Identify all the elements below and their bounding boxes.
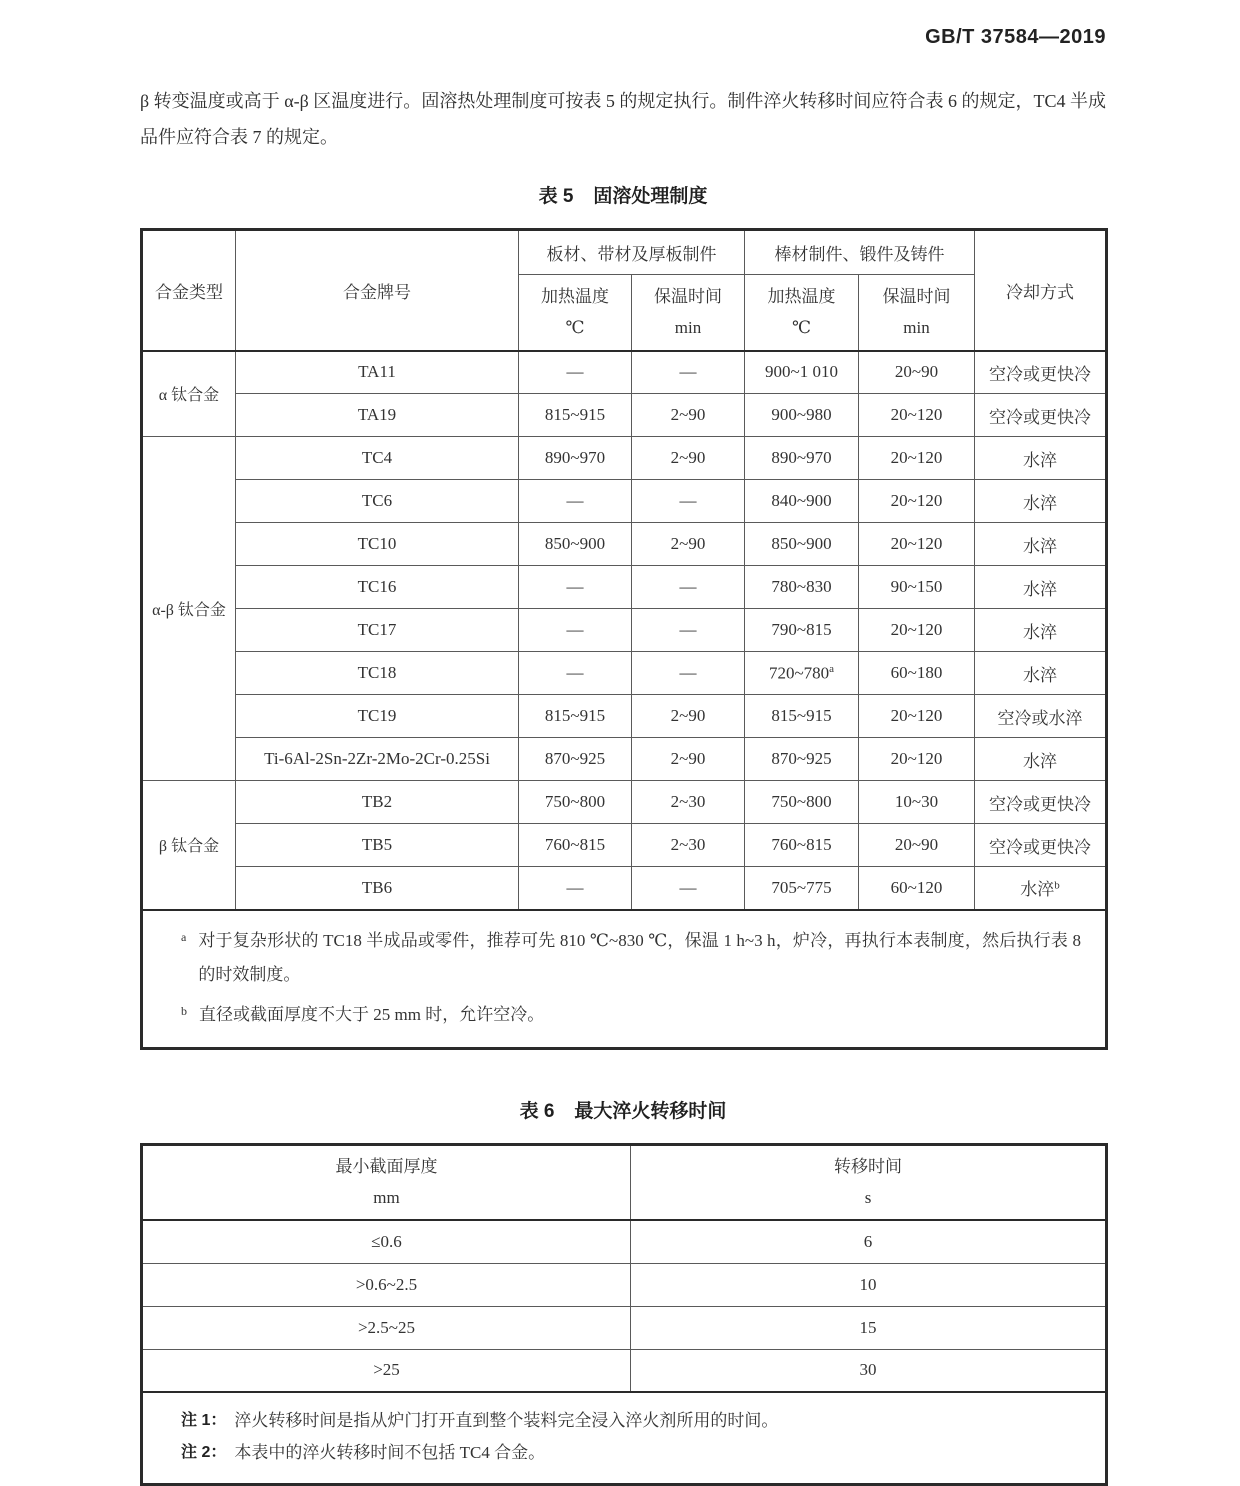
cooling-cell: 空冷或更快冷 bbox=[975, 351, 1107, 394]
table6-title bbox=[140, 1096, 1106, 1123]
bar-heat-temp-cell: 705~775 bbox=[745, 867, 859, 910]
header-label: 保温时间 bbox=[862, 281, 971, 312]
bar-heat-temp-cell: 850~900 bbox=[745, 523, 859, 566]
bar-hold-time-cell: 90~150 bbox=[859, 566, 975, 609]
plate-hold-time-cell: 2~90 bbox=[632, 695, 745, 738]
plate-heat-temp-cell: 815~915 bbox=[519, 394, 632, 437]
alloy-grade-cell: TB2 bbox=[236, 781, 519, 824]
header-plate-heat-temp bbox=[519, 275, 632, 351]
bar-hold-time-cell: 10~30 bbox=[859, 781, 975, 824]
note-2 bbox=[181, 1437, 1081, 1469]
table-row bbox=[142, 824, 1107, 867]
table-row bbox=[142, 652, 1107, 695]
thickness-cell: >0.6~2.5 bbox=[142, 1263, 631, 1306]
plate-hold-time-cell: — bbox=[632, 480, 745, 523]
header-alloy-type: 合金类型 bbox=[142, 230, 236, 351]
plate-heat-temp-cell: 890~970 bbox=[519, 437, 632, 480]
bar-heat-temp-cell: 900~1 010 bbox=[745, 351, 859, 394]
thickness-cell: >2.5~25 bbox=[142, 1306, 631, 1349]
plate-hold-time-cell: 2~90 bbox=[632, 523, 745, 566]
cooling-cell: 水淬 bbox=[975, 437, 1107, 480]
bar-hold-time-cell: 20~90 bbox=[859, 824, 975, 867]
plate-heat-temp-cell: — bbox=[519, 480, 632, 523]
cooling-cell: 空冷或更快冷 bbox=[975, 394, 1107, 437]
footnote-text: 直径或截面厚度不大于 25 mm 时，允许空冷。 bbox=[199, 998, 544, 1032]
header-group-plate: 板材、带材及厚板制件 bbox=[519, 230, 745, 275]
table-row bbox=[142, 867, 1107, 910]
table6-title-number: 表 6 bbox=[520, 1101, 555, 1122]
bar-heat-temp-cell: 900~980 bbox=[745, 394, 859, 437]
header-bar-heat-temp bbox=[745, 275, 859, 351]
cooling-cell: 水淬 bbox=[975, 523, 1107, 566]
alloy-grade-cell: TC17 bbox=[236, 609, 519, 652]
time-cell: 6 bbox=[631, 1220, 1107, 1263]
cooling-cell: 水淬 bbox=[975, 652, 1107, 695]
alloy-grade-cell: TC19 bbox=[236, 695, 519, 738]
bar-hold-time-cell: 20~120 bbox=[859, 480, 975, 523]
table-row bbox=[142, 351, 1107, 394]
header-bar-hold-time bbox=[859, 275, 975, 351]
bar-heat-temp-cell: 815~915 bbox=[745, 695, 859, 738]
plate-hold-time-cell: — bbox=[632, 609, 745, 652]
alloy-type-cell: β 钛合金 bbox=[142, 781, 236, 910]
value: 水淬 bbox=[1020, 880, 1054, 899]
header-group-bar: 棒材制件、锻件及铸件 bbox=[745, 230, 975, 275]
bar-hold-time-cell: 20~120 bbox=[859, 523, 975, 566]
alloy-grade-cell: TA11 bbox=[236, 351, 519, 394]
table6-notes-row bbox=[142, 1392, 1107, 1485]
bar-heat-temp-cell: 890~970 bbox=[745, 437, 859, 480]
footnote-a bbox=[181, 924, 1081, 992]
bar-hold-time-cell: 20~120 bbox=[859, 394, 975, 437]
table-row bbox=[142, 1306, 1107, 1349]
table-row bbox=[142, 609, 1107, 652]
alloy-grade-cell: TC4 bbox=[236, 437, 519, 480]
header-plate-hold-time bbox=[632, 275, 745, 351]
note-1 bbox=[181, 1405, 1081, 1437]
cooling-cell: 水淬 bbox=[975, 609, 1107, 652]
table-row bbox=[142, 1220, 1107, 1263]
header-unit: min bbox=[635, 312, 741, 343]
plate-heat-temp-cell: — bbox=[519, 609, 632, 652]
table5 bbox=[140, 228, 1108, 1050]
header-label: 转移时间 bbox=[634, 1151, 1102, 1182]
bar-heat-temp-cell: 790~815 bbox=[745, 609, 859, 652]
alloy-grade-cell: TB5 bbox=[236, 824, 519, 867]
value: 720~780 bbox=[769, 663, 829, 682]
header-label: 加热温度 bbox=[522, 281, 628, 312]
intro-paragraph: β 转变温度或高于 α-β 区温度进行。固溶热处理制度可按表 5 的规定执行。制件淬火转移时间应符合表 6 的规定，TC4 半成品件应符合表 7 的规定。 bbox=[140, 83, 1106, 155]
bar-hold-time-cell: 20~120 bbox=[859, 738, 975, 781]
plate-hold-time-cell: 2~90 bbox=[632, 394, 745, 437]
bar-heat-temp-cell: 840~900 bbox=[745, 480, 859, 523]
alloy-grade-cell: TB6 bbox=[236, 867, 519, 910]
time-cell: 30 bbox=[631, 1349, 1107, 1392]
plate-heat-temp-cell: 815~915 bbox=[519, 695, 632, 738]
plate-hold-time-cell: — bbox=[632, 566, 745, 609]
table-row bbox=[142, 1263, 1107, 1306]
bar-hold-time-cell: 20~120 bbox=[859, 695, 975, 738]
plate-heat-temp-cell: — bbox=[519, 867, 632, 910]
bar-heat-temp-cell: 750~800 bbox=[745, 781, 859, 824]
note-text: 本表中的淬火转移时间不包括 TC4 合金。 bbox=[234, 1437, 545, 1469]
bar-hold-time-cell: 20~120 bbox=[859, 609, 975, 652]
table5-title bbox=[140, 181, 1106, 208]
bar-heat-temp-cell bbox=[745, 652, 859, 695]
footnote-text: 对于复杂形状的 TC18 半成品或零件，推荐可先 810 ℃~830 ℃，保温 1 h~3 h，炉冷，再执行本表制度，然后执行表 8 的时效制度。 bbox=[198, 924, 1081, 992]
plate-heat-temp-cell: — bbox=[519, 351, 632, 394]
table-row bbox=[142, 566, 1107, 609]
alloy-grade-cell: TC18 bbox=[236, 652, 519, 695]
table5-footnote-row bbox=[142, 910, 1107, 1049]
bar-hold-time-cell: 20~120 bbox=[859, 437, 975, 480]
cooling-cell: 空冷或更快冷 bbox=[975, 824, 1107, 867]
standard-number: GB/T 37584—2019 bbox=[140, 26, 1106, 49]
note-label: 注 2： bbox=[181, 1437, 226, 1469]
table5-header-row-1 bbox=[142, 230, 1107, 275]
plate-heat-temp-cell: 750~800 bbox=[519, 781, 632, 824]
note-label: 注 1： bbox=[181, 1405, 226, 1437]
table-row bbox=[142, 781, 1107, 824]
plate-heat-temp-cell: 870~925 bbox=[519, 738, 632, 781]
table6-title-text: 最大淬火转移时间 bbox=[574, 1101, 726, 1122]
table5-title-number: 表 5 bbox=[539, 186, 574, 207]
plate-heat-temp-cell: — bbox=[519, 652, 632, 695]
cooling-cell bbox=[975, 867, 1107, 910]
bar-hold-time-cell: 20~90 bbox=[859, 351, 975, 394]
time-cell: 10 bbox=[631, 1263, 1107, 1306]
header-unit: ℃ bbox=[748, 312, 855, 343]
table-row bbox=[142, 695, 1107, 738]
table6 bbox=[140, 1143, 1108, 1486]
header-label: 保温时间 bbox=[635, 281, 741, 312]
header-unit: min bbox=[862, 312, 971, 343]
bar-hold-time-cell: 60~120 bbox=[859, 867, 975, 910]
cooling-cell: 空冷或更快冷 bbox=[975, 781, 1107, 824]
plate-heat-temp-cell: — bbox=[519, 566, 632, 609]
table-row bbox=[142, 523, 1107, 566]
header-cooling: 冷却方式 bbox=[975, 230, 1107, 351]
table-row bbox=[142, 437, 1107, 480]
alloy-grade-cell: TC6 bbox=[236, 480, 519, 523]
alloy-grade-cell: Ti-6Al-2Sn-2Zr-2Mo-2Cr-0.25Si bbox=[236, 738, 519, 781]
cooling-cell: 水淬 bbox=[975, 566, 1107, 609]
table5-title-text: 固溶处理制度 bbox=[593, 186, 707, 207]
footnote-b bbox=[181, 998, 1081, 1032]
alloy-grade-cell: TA19 bbox=[236, 394, 519, 437]
note-text: 淬火转移时间是指从炉门打开直到整个装料完全浸入淬火剂所用的时间。 bbox=[234, 1405, 778, 1437]
header-alloy-grade: 合金牌号 bbox=[236, 230, 519, 351]
footnote-marker: a bbox=[829, 663, 834, 675]
time-cell: 15 bbox=[631, 1306, 1107, 1349]
header-unit: mm bbox=[146, 1182, 627, 1213]
footnote-marker: a bbox=[181, 927, 186, 947]
alloy-type-cell: α-β 钛合金 bbox=[142, 437, 236, 781]
bar-heat-temp-cell: 870~925 bbox=[745, 738, 859, 781]
plate-hold-time-cell: 2~90 bbox=[632, 437, 745, 480]
plate-hold-time-cell: 2~30 bbox=[632, 824, 745, 867]
cooling-cell: 空冷或水淬 bbox=[975, 695, 1107, 738]
cooling-cell: 水淬 bbox=[975, 480, 1107, 523]
header-label: 加热温度 bbox=[748, 281, 855, 312]
plate-hold-time-cell: — bbox=[632, 867, 745, 910]
table-row bbox=[142, 1349, 1107, 1392]
plate-heat-temp-cell: 850~900 bbox=[519, 523, 632, 566]
table-row bbox=[142, 480, 1107, 523]
alloy-grade-cell: TC10 bbox=[236, 523, 519, 566]
header-transfer-time bbox=[631, 1144, 1107, 1220]
table-row bbox=[142, 738, 1107, 781]
thickness-cell: ≤0.6 bbox=[142, 1220, 631, 1263]
plate-hold-time-cell: — bbox=[632, 351, 745, 394]
header-unit: ℃ bbox=[522, 312, 628, 343]
header-label: 最小截面厚度 bbox=[146, 1151, 627, 1182]
thickness-cell: >25 bbox=[142, 1349, 631, 1392]
bar-hold-time-cell: 60~180 bbox=[859, 652, 975, 695]
footnote-marker: b bbox=[1054, 880, 1060, 892]
alloy-grade-cell: TC16 bbox=[236, 566, 519, 609]
footnote-marker: b bbox=[181, 1001, 187, 1021]
plate-hold-time-cell: 2~90 bbox=[632, 738, 745, 781]
cooling-cell: 水淬 bbox=[975, 738, 1107, 781]
header-min-thickness bbox=[142, 1144, 631, 1220]
table6-header-row bbox=[142, 1144, 1107, 1220]
bar-heat-temp-cell: 760~815 bbox=[745, 824, 859, 867]
plate-heat-temp-cell: 760~815 bbox=[519, 824, 632, 867]
plate-hold-time-cell: 2~30 bbox=[632, 781, 745, 824]
bar-heat-temp-cell: 780~830 bbox=[745, 566, 859, 609]
alloy-type-cell: α 钛合金 bbox=[142, 351, 236, 437]
header-unit: s bbox=[634, 1182, 1102, 1213]
table-row bbox=[142, 394, 1107, 437]
plate-hold-time-cell: — bbox=[632, 652, 745, 695]
